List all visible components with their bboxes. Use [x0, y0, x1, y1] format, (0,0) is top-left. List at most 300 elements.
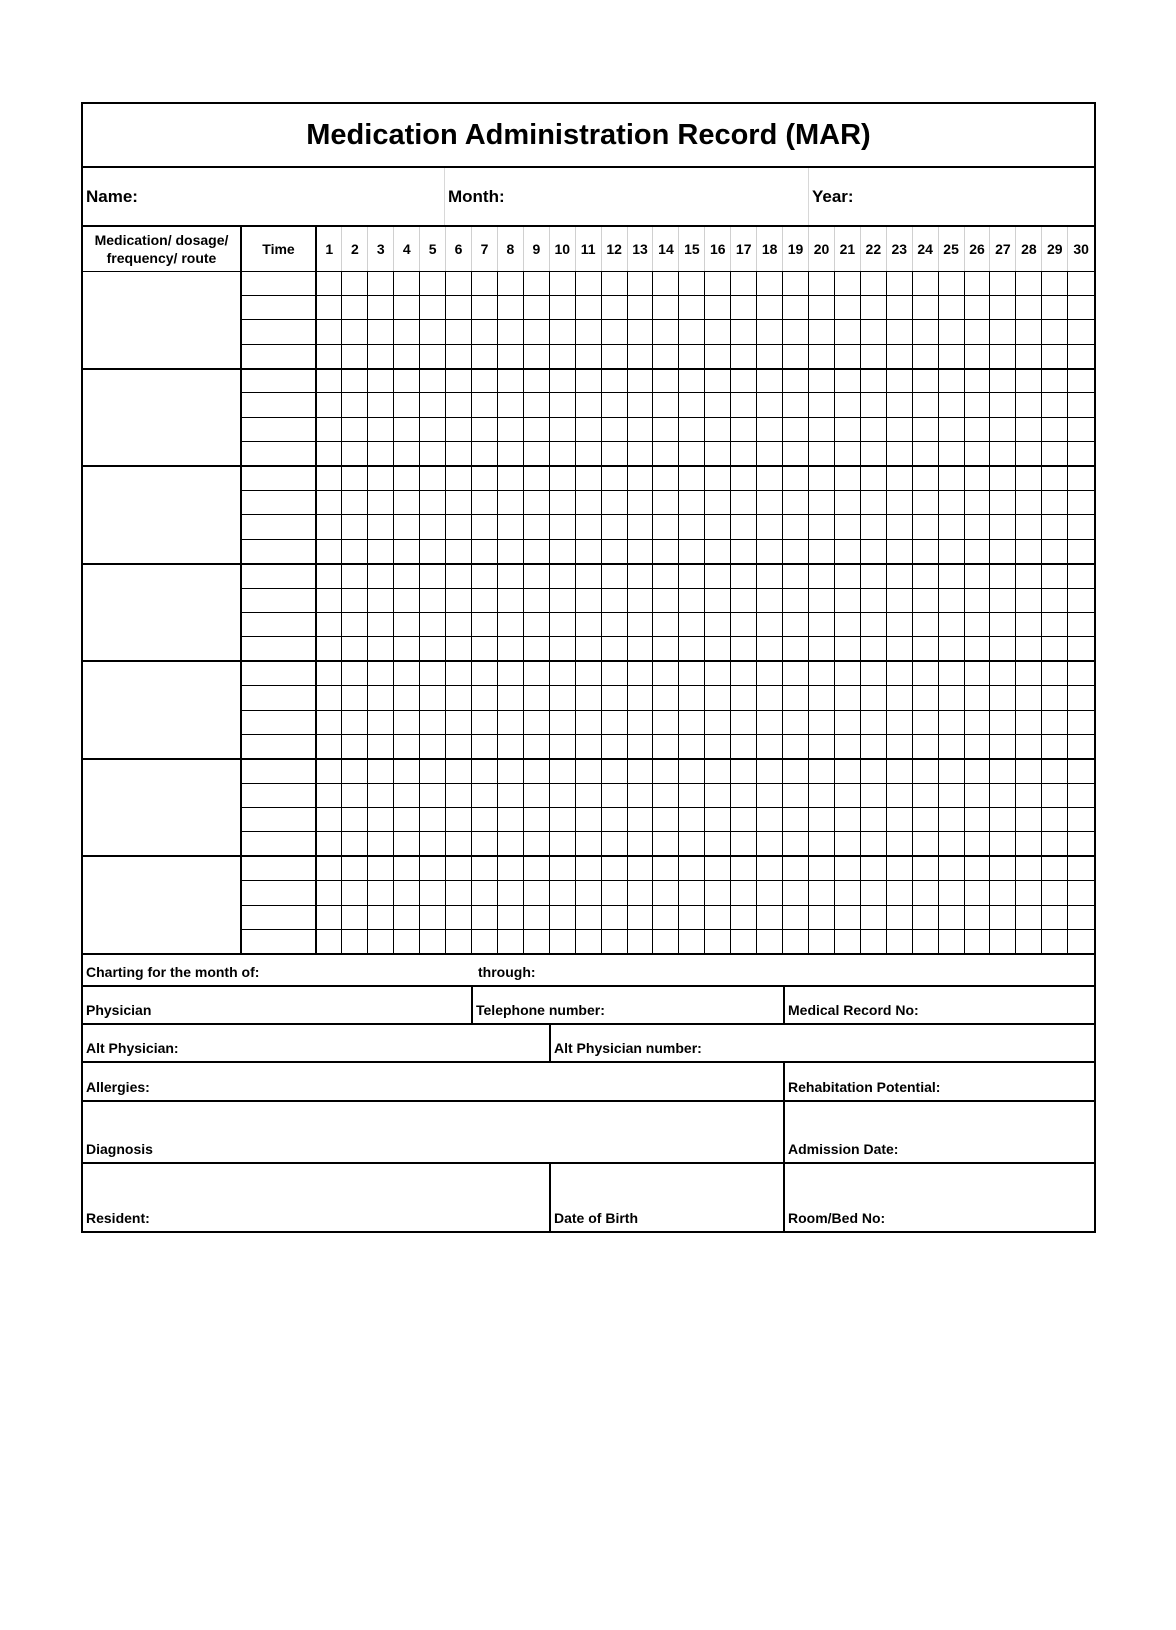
day-cell-24[interactable]: [912, 539, 938, 563]
day-cell-3[interactable]: [368, 588, 394, 612]
day-cell-20[interactable]: [809, 905, 835, 929]
day-cell-15[interactable]: [679, 734, 705, 758]
day-cell-17[interactable]: [731, 344, 757, 368]
day-cell-26[interactable]: [964, 808, 990, 832]
day-cell-29[interactable]: [1042, 734, 1068, 758]
day-cell-24[interactable]: [912, 515, 938, 539]
day-cell-25[interactable]: [938, 637, 964, 661]
day-cell-15[interactable]: [679, 686, 705, 710]
day-cell-9[interactable]: [523, 612, 549, 636]
time-cell[interactable]: [241, 759, 316, 783]
day-cell-10[interactable]: [549, 344, 575, 368]
day-cell-13[interactable]: [627, 271, 653, 295]
time-cell[interactable]: [241, 612, 316, 636]
day-cell-11[interactable]: [575, 783, 601, 807]
day-cell-5[interactable]: [420, 759, 446, 783]
day-cell-11[interactable]: [575, 393, 601, 417]
day-cell-25[interactable]: [938, 905, 964, 929]
day-cell-3[interactable]: [368, 856, 394, 880]
day-cell-21[interactable]: [834, 588, 860, 612]
day-cell-15[interactable]: [679, 661, 705, 685]
day-cell-26[interactable]: [964, 320, 990, 344]
day-cell-9[interactable]: [523, 466, 549, 490]
day-cell-10[interactable]: [549, 808, 575, 832]
day-cell-15[interactable]: [679, 710, 705, 734]
day-cell-26[interactable]: [964, 588, 990, 612]
day-cell-25[interactable]: [938, 564, 964, 588]
day-cell-29[interactable]: [1042, 320, 1068, 344]
day-cell-29[interactable]: [1042, 783, 1068, 807]
day-cell-25[interactable]: [938, 881, 964, 905]
day-cell-17[interactable]: [731, 612, 757, 636]
day-cell-24[interactable]: [912, 881, 938, 905]
day-cell-7[interactable]: [472, 881, 498, 905]
day-cell-29[interactable]: [1042, 637, 1068, 661]
day-cell-3[interactable]: [368, 295, 394, 319]
day-cell-27[interactable]: [990, 271, 1016, 295]
day-cell-13[interactable]: [627, 661, 653, 685]
day-cell-26[interactable]: [964, 856, 990, 880]
day-cell-7[interactable]: [472, 637, 498, 661]
day-cell-30[interactable]: [1068, 832, 1094, 856]
day-cell-11[interactable]: [575, 466, 601, 490]
day-cell-26[interactable]: [964, 881, 990, 905]
day-cell-23[interactable]: [886, 564, 912, 588]
day-cell-25[interactable]: [938, 442, 964, 466]
day-cell-28[interactable]: [1016, 930, 1042, 954]
day-cell-17[interactable]: [731, 369, 757, 393]
day-cell-18[interactable]: [757, 344, 783, 368]
day-cell-5[interactable]: [420, 344, 446, 368]
day-cell-28[interactable]: [1016, 637, 1042, 661]
day-cell-13[interactable]: [627, 295, 653, 319]
day-cell-18[interactable]: [757, 442, 783, 466]
day-cell-20[interactable]: [809, 417, 835, 441]
day-cell-7[interactable]: [472, 661, 498, 685]
day-cell-6[interactable]: [446, 881, 472, 905]
day-cell-6[interactable]: [446, 612, 472, 636]
day-cell-26[interactable]: [964, 661, 990, 685]
day-cell-5[interactable]: [420, 588, 446, 612]
day-cell-29[interactable]: [1042, 417, 1068, 441]
day-cell-8[interactable]: [497, 564, 523, 588]
day-cell-4[interactable]: [394, 320, 420, 344]
day-cell-22[interactable]: [860, 295, 886, 319]
day-cell-26[interactable]: [964, 466, 990, 490]
day-cell-13[interactable]: [627, 905, 653, 929]
day-cell-6[interactable]: [446, 539, 472, 563]
time-cell[interactable]: [241, 564, 316, 588]
day-cell-29[interactable]: [1042, 808, 1068, 832]
day-cell-9[interactable]: [523, 539, 549, 563]
day-cell-12[interactable]: [601, 783, 627, 807]
day-cell-27[interactable]: [990, 759, 1016, 783]
day-cell-23[interactable]: [886, 466, 912, 490]
day-cell-10[interactable]: [549, 734, 575, 758]
day-cell-13[interactable]: [627, 612, 653, 636]
medication-cell-7[interactable]: [83, 856, 241, 954]
day-cell-18[interactable]: [757, 271, 783, 295]
day-cell-7[interactable]: [472, 905, 498, 929]
day-cell-17[interactable]: [731, 734, 757, 758]
day-cell-18[interactable]: [757, 905, 783, 929]
day-cell-16[interactable]: [705, 734, 731, 758]
day-cell-30[interactable]: [1068, 564, 1094, 588]
day-cell-4[interactable]: [394, 564, 420, 588]
day-cell-10[interactable]: [549, 539, 575, 563]
day-cell-5[interactable]: [420, 832, 446, 856]
day-cell-30[interactable]: [1068, 686, 1094, 710]
day-cell-14[interactable]: [653, 881, 679, 905]
day-cell-27[interactable]: [990, 466, 1016, 490]
day-cell-9[interactable]: [523, 344, 549, 368]
time-cell[interactable]: [241, 491, 316, 515]
day-cell-5[interactable]: [420, 612, 446, 636]
day-cell-6[interactable]: [446, 442, 472, 466]
day-cell-7[interactable]: [472, 588, 498, 612]
day-cell-29[interactable]: [1042, 344, 1068, 368]
day-cell-14[interactable]: [653, 515, 679, 539]
day-cell-21[interactable]: [834, 905, 860, 929]
day-cell-15[interactable]: [679, 539, 705, 563]
day-cell-11[interactable]: [575, 515, 601, 539]
day-cell-10[interactable]: [549, 881, 575, 905]
day-cell-26[interactable]: [964, 759, 990, 783]
day-cell-14[interactable]: [653, 466, 679, 490]
day-cell-1[interactable]: [316, 637, 342, 661]
day-cell-23[interactable]: [886, 393, 912, 417]
day-cell-13[interactable]: [627, 710, 653, 734]
day-cell-23[interactable]: [886, 710, 912, 734]
day-cell-18[interactable]: [757, 320, 783, 344]
day-cell-26[interactable]: [964, 295, 990, 319]
day-cell-22[interactable]: [860, 539, 886, 563]
alt-physician-number-field[interactable]: Alt Physician number:: [554, 1039, 702, 1056]
day-cell-10[interactable]: [549, 271, 575, 295]
day-cell-21[interactable]: [834, 539, 860, 563]
day-cell-12[interactable]: [601, 344, 627, 368]
day-cell-20[interactable]: [809, 344, 835, 368]
day-cell-15[interactable]: [679, 881, 705, 905]
day-cell-17[interactable]: [731, 442, 757, 466]
day-cell-14[interactable]: [653, 759, 679, 783]
day-cell-5[interactable]: [420, 637, 446, 661]
day-cell-1[interactable]: [316, 539, 342, 563]
day-cell-24[interactable]: [912, 734, 938, 758]
day-cell-21[interactable]: [834, 759, 860, 783]
day-cell-25[interactable]: [938, 734, 964, 758]
day-cell-1[interactable]: [316, 271, 342, 295]
day-cell-26[interactable]: [964, 417, 990, 441]
day-cell-21[interactable]: [834, 661, 860, 685]
day-cell-27[interactable]: [990, 564, 1016, 588]
day-cell-16[interactable]: [705, 466, 731, 490]
day-cell-8[interactable]: [497, 588, 523, 612]
day-cell-25[interactable]: [938, 466, 964, 490]
day-cell-30[interactable]: [1068, 442, 1094, 466]
day-cell-3[interactable]: [368, 881, 394, 905]
day-cell-19[interactable]: [783, 295, 809, 319]
medication-cell-4[interactable]: [83, 564, 241, 662]
day-cell-29[interactable]: [1042, 710, 1068, 734]
day-cell-13[interactable]: [627, 881, 653, 905]
day-cell-16[interactable]: [705, 393, 731, 417]
day-cell-22[interactable]: [860, 905, 886, 929]
day-cell-22[interactable]: [860, 930, 886, 954]
day-cell-8[interactable]: [497, 417, 523, 441]
day-cell-5[interactable]: [420, 734, 446, 758]
day-cell-11[interactable]: [575, 881, 601, 905]
day-cell-22[interactable]: [860, 783, 886, 807]
day-cell-29[interactable]: [1042, 539, 1068, 563]
day-cell-15[interactable]: [679, 271, 705, 295]
day-cell-30[interactable]: [1068, 734, 1094, 758]
day-cell-25[interactable]: [938, 759, 964, 783]
day-cell-29[interactable]: [1042, 661, 1068, 685]
day-cell-19[interactable]: [783, 881, 809, 905]
day-cell-6[interactable]: [446, 417, 472, 441]
day-cell-9[interactable]: [523, 588, 549, 612]
day-cell-28[interactable]: [1016, 369, 1042, 393]
day-cell-10[interactable]: [549, 295, 575, 319]
day-cell-7[interactable]: [472, 344, 498, 368]
day-cell-25[interactable]: [938, 344, 964, 368]
day-cell-28[interactable]: [1016, 344, 1042, 368]
day-cell-13[interactable]: [627, 856, 653, 880]
day-cell-8[interactable]: [497, 759, 523, 783]
day-cell-25[interactable]: [938, 856, 964, 880]
day-cell-20[interactable]: [809, 564, 835, 588]
day-cell-8[interactable]: [497, 369, 523, 393]
day-cell-2[interactable]: [342, 783, 368, 807]
day-cell-14[interactable]: [653, 564, 679, 588]
day-cell-12[interactable]: [601, 393, 627, 417]
day-cell-13[interactable]: [627, 491, 653, 515]
day-cell-5[interactable]: [420, 271, 446, 295]
day-cell-28[interactable]: [1016, 783, 1042, 807]
day-cell-18[interactable]: [757, 417, 783, 441]
day-cell-18[interactable]: [757, 515, 783, 539]
day-cell-2[interactable]: [342, 295, 368, 319]
day-cell-25[interactable]: [938, 491, 964, 515]
day-cell-22[interactable]: [860, 369, 886, 393]
day-cell-17[interactable]: [731, 661, 757, 685]
day-cell-25[interactable]: [938, 612, 964, 636]
day-cell-15[interactable]: [679, 832, 705, 856]
day-cell-23[interactable]: [886, 905, 912, 929]
day-cell-18[interactable]: [757, 661, 783, 685]
day-cell-27[interactable]: [990, 442, 1016, 466]
day-cell-23[interactable]: [886, 295, 912, 319]
day-cell-29[interactable]: [1042, 612, 1068, 636]
day-cell-13[interactable]: [627, 320, 653, 344]
day-cell-24[interactable]: [912, 905, 938, 929]
day-cell-10[interactable]: [549, 856, 575, 880]
time-cell[interactable]: [241, 442, 316, 466]
day-cell-5[interactable]: [420, 442, 446, 466]
day-cell-3[interactable]: [368, 491, 394, 515]
day-cell-6[interactable]: [446, 588, 472, 612]
day-cell-30[interactable]: [1068, 491, 1094, 515]
day-cell-26[interactable]: [964, 905, 990, 929]
day-cell-29[interactable]: [1042, 369, 1068, 393]
medication-cell-5[interactable]: [83, 661, 241, 759]
day-cell-29[interactable]: [1042, 393, 1068, 417]
day-cell-14[interactable]: [653, 295, 679, 319]
day-cell-8[interactable]: [497, 661, 523, 685]
day-cell-14[interactable]: [653, 393, 679, 417]
day-cell-18[interactable]: [757, 466, 783, 490]
day-cell-17[interactable]: [731, 686, 757, 710]
day-cell-29[interactable]: [1042, 759, 1068, 783]
rehab-potential-field[interactable]: Rehabitation Potential:: [788, 1078, 941, 1095]
day-cell-3[interactable]: [368, 539, 394, 563]
day-cell-11[interactable]: [575, 759, 601, 783]
day-cell-21[interactable]: [834, 442, 860, 466]
day-cell-19[interactable]: [783, 588, 809, 612]
day-cell-25[interactable]: [938, 369, 964, 393]
day-cell-26[interactable]: [964, 442, 990, 466]
day-cell-22[interactable]: [860, 808, 886, 832]
time-cell[interactable]: [241, 344, 316, 368]
day-cell-28[interactable]: [1016, 417, 1042, 441]
day-cell-16[interactable]: [705, 491, 731, 515]
day-cell-28[interactable]: [1016, 588, 1042, 612]
day-cell-5[interactable]: [420, 856, 446, 880]
day-cell-16[interactable]: [705, 344, 731, 368]
day-cell-1[interactable]: [316, 442, 342, 466]
day-cell-15[interactable]: [679, 637, 705, 661]
day-cell-8[interactable]: [497, 612, 523, 636]
day-cell-2[interactable]: [342, 320, 368, 344]
day-cell-17[interactable]: [731, 783, 757, 807]
day-cell-18[interactable]: [757, 637, 783, 661]
day-cell-15[interactable]: [679, 320, 705, 344]
day-cell-13[interactable]: [627, 539, 653, 563]
day-cell-17[interactable]: [731, 710, 757, 734]
day-cell-22[interactable]: [860, 564, 886, 588]
day-cell-13[interactable]: [627, 930, 653, 954]
day-cell-19[interactable]: [783, 320, 809, 344]
day-cell-25[interactable]: [938, 539, 964, 563]
day-cell-17[interactable]: [731, 393, 757, 417]
day-cell-12[interactable]: [601, 491, 627, 515]
time-cell[interactable]: [241, 808, 316, 832]
day-cell-12[interactable]: [601, 369, 627, 393]
day-cell-1[interactable]: [316, 661, 342, 685]
day-cell-4[interactable]: [394, 271, 420, 295]
day-cell-27[interactable]: [990, 783, 1016, 807]
day-cell-9[interactable]: [523, 393, 549, 417]
day-cell-26[interactable]: [964, 344, 990, 368]
day-cell-17[interactable]: [731, 564, 757, 588]
day-cell-8[interactable]: [497, 344, 523, 368]
day-cell-26[interactable]: [964, 710, 990, 734]
day-cell-27[interactable]: [990, 856, 1016, 880]
day-cell-9[interactable]: [523, 564, 549, 588]
time-cell[interactable]: [241, 466, 316, 490]
day-cell-28[interactable]: [1016, 515, 1042, 539]
day-cell-2[interactable]: [342, 466, 368, 490]
day-cell-28[interactable]: [1016, 466, 1042, 490]
day-cell-7[interactable]: [472, 320, 498, 344]
day-cell-23[interactable]: [886, 588, 912, 612]
day-cell-2[interactable]: [342, 369, 368, 393]
day-cell-4[interactable]: [394, 442, 420, 466]
day-cell-14[interactable]: [653, 539, 679, 563]
day-cell-30[interactable]: [1068, 393, 1094, 417]
day-cell-29[interactable]: [1042, 442, 1068, 466]
name-field[interactable]: Name:: [83, 168, 445, 225]
day-cell-18[interactable]: [757, 832, 783, 856]
day-cell-18[interactable]: [757, 710, 783, 734]
day-cell-11[interactable]: [575, 320, 601, 344]
day-cell-6[interactable]: [446, 710, 472, 734]
day-cell-20[interactable]: [809, 930, 835, 954]
day-cell-29[interactable]: [1042, 271, 1068, 295]
day-cell-26[interactable]: [964, 783, 990, 807]
day-cell-19[interactable]: [783, 612, 809, 636]
day-cell-6[interactable]: [446, 393, 472, 417]
day-cell-24[interactable]: [912, 637, 938, 661]
day-cell-4[interactable]: [394, 710, 420, 734]
time-cell[interactable]: [241, 320, 316, 344]
day-cell-4[interactable]: [394, 759, 420, 783]
day-cell-3[interactable]: [368, 734, 394, 758]
day-cell-23[interactable]: [886, 686, 912, 710]
day-cell-20[interactable]: [809, 320, 835, 344]
day-cell-27[interactable]: [990, 832, 1016, 856]
day-cell-18[interactable]: [757, 783, 783, 807]
day-cell-9[interactable]: [523, 320, 549, 344]
day-cell-5[interactable]: [420, 320, 446, 344]
day-cell-28[interactable]: [1016, 808, 1042, 832]
day-cell-26[interactable]: [964, 564, 990, 588]
day-cell-10[interactable]: [549, 491, 575, 515]
day-cell-1[interactable]: [316, 856, 342, 880]
admission-date-field[interactable]: Admission Date:: [788, 1140, 899, 1157]
day-cell-16[interactable]: [705, 881, 731, 905]
day-cell-23[interactable]: [886, 661, 912, 685]
day-cell-7[interactable]: [472, 612, 498, 636]
day-cell-23[interactable]: [886, 320, 912, 344]
day-cell-9[interactable]: [523, 295, 549, 319]
day-cell-22[interactable]: [860, 491, 886, 515]
day-cell-10[interactable]: [549, 637, 575, 661]
day-cell-14[interactable]: [653, 734, 679, 758]
day-cell-28[interactable]: [1016, 564, 1042, 588]
time-cell[interactable]: [241, 295, 316, 319]
day-cell-8[interactable]: [497, 515, 523, 539]
day-cell-30[interactable]: [1068, 320, 1094, 344]
day-cell-4[interactable]: [394, 393, 420, 417]
day-cell-20[interactable]: [809, 808, 835, 832]
day-cell-10[interactable]: [549, 466, 575, 490]
day-cell-17[interactable]: [731, 832, 757, 856]
day-cell-22[interactable]: [860, 832, 886, 856]
day-cell-21[interactable]: [834, 466, 860, 490]
day-cell-26[interactable]: [964, 612, 990, 636]
telephone-field[interactable]: Telephone number:: [473, 987, 785, 1023]
day-cell-4[interactable]: [394, 637, 420, 661]
day-cell-11[interactable]: [575, 856, 601, 880]
day-cell-7[interactable]: [472, 271, 498, 295]
day-cell-25[interactable]: [938, 661, 964, 685]
day-cell-24[interactable]: [912, 710, 938, 734]
day-cell-4[interactable]: [394, 832, 420, 856]
day-cell-28[interactable]: [1016, 295, 1042, 319]
day-cell-23[interactable]: [886, 417, 912, 441]
